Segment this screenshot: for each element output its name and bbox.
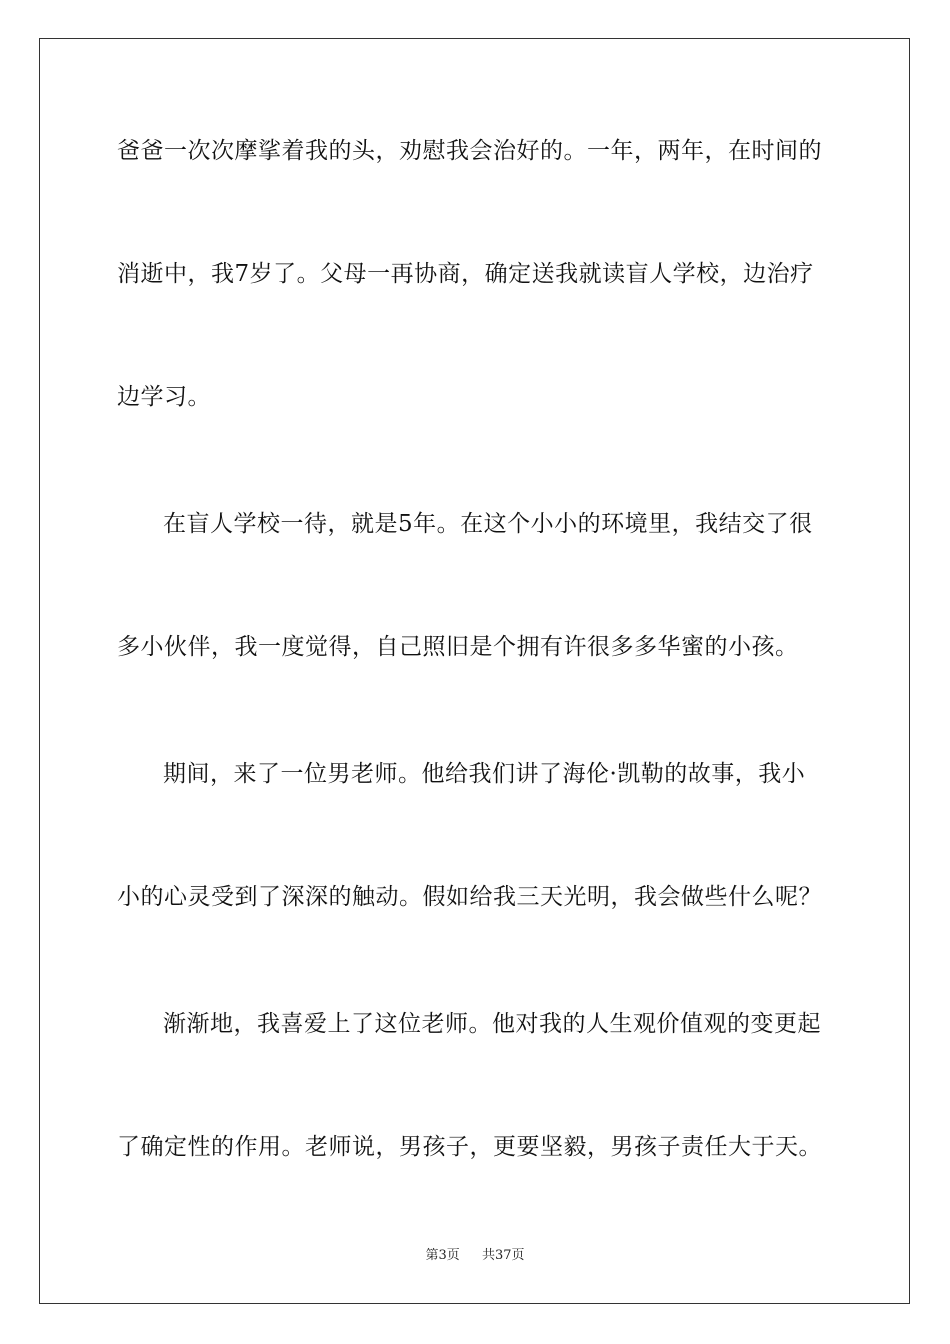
paragraph-first-line: 渐渐地，我喜爱上了这位老师。他对我的人生观价值观的变更起	[163, 1011, 821, 1037]
page-frame	[39, 38, 910, 1304]
text-line: 爸爸一次次摩挲着我的头，劝慰我会治好的。一年，两年，在时间的	[117, 138, 822, 164]
text-line: 多小伙伴，我一度觉得，自己照旧是个拥有许很多多华蜜的小孩。	[117, 634, 799, 660]
text-line: 边学习。	[117, 384, 211, 410]
page-total: 共37页	[482, 1248, 525, 1263]
page-footer	[0, 1247, 950, 1265]
text-line: 了确定性的作用。老师说，男孩子，更要坚毅，男孩子责任大于天。	[117, 1134, 822, 1160]
paragraph-first-line: 在盲人学校一待，就是5年。在这个小小的环境里，我结交了很	[163, 511, 813, 537]
text-line: 小的心灵受到了深深的触动。假如给我三天光明，我会做些什么呢？	[117, 884, 822, 910]
page-number: 第3页	[425, 1248, 460, 1263]
paragraph-first-line: 期间，来了一位男老师。他给我们讲了海伦·凯勒的故事，我小	[163, 761, 806, 787]
text-line: 消逝中，我7岁了。父母一再协商，确定送我就读盲人学校，边治疗	[117, 261, 814, 287]
